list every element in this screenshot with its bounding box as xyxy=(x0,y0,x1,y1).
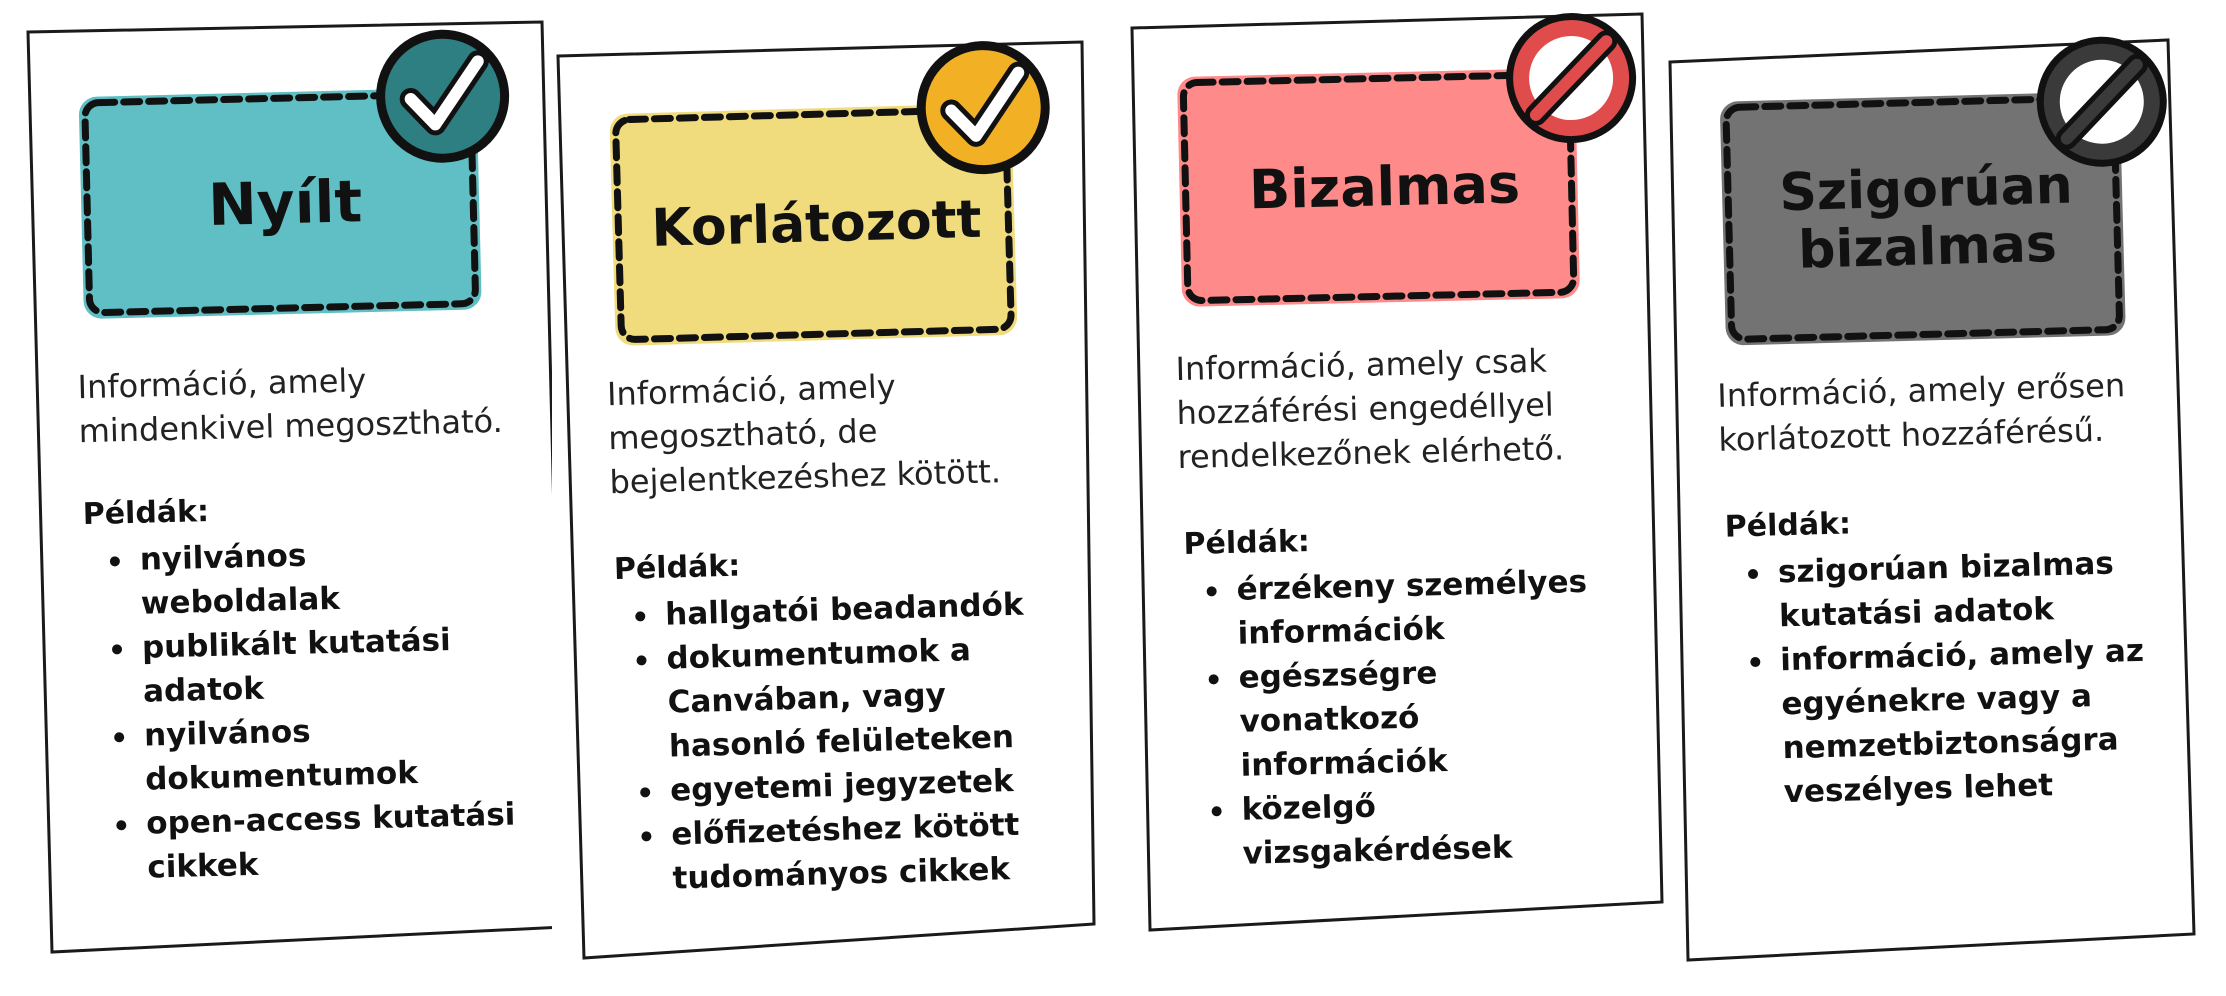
examples-label: Példák: xyxy=(1724,506,1852,545)
list-item: nyilvános dokumentumok xyxy=(114,705,516,803)
list-item: egyetemi jegyzetek xyxy=(640,758,1041,813)
card-description: Információ, amely megosztható, de bejelentkezéshez kötött. xyxy=(606,367,1002,502)
card-confidential xyxy=(1122,12,1682,942)
card-description: Információ, amely erősen korlátozott hozzáférésű. xyxy=(1716,366,2126,459)
prohibited-icon xyxy=(1500,6,1643,149)
list-item: közelgő vizsgakérdések xyxy=(1211,779,1613,876)
card-strictly-confidential xyxy=(1664,34,2224,969)
examples-list xyxy=(1206,559,1613,876)
card-title: Bizalmas xyxy=(1248,152,1521,222)
examples-list xyxy=(109,529,517,891)
card-open xyxy=(22,22,570,952)
check-icon xyxy=(371,25,514,168)
list-item: érzékeny személyes információk xyxy=(1206,559,1608,656)
list-item: információ, amely az egyénekre vagy a nemzetbiztonságra veszélyes lehet xyxy=(1750,629,2154,815)
prohibited-icon xyxy=(2030,30,2174,174)
list-item: open-access kutatási cikkek xyxy=(116,793,518,891)
examples-list xyxy=(1747,541,2154,815)
list-item: hallgatói beadandók xyxy=(635,582,1036,637)
list-item: előfizetéshez kötött tudományos cikkek xyxy=(641,802,1043,901)
list-item: publikált kutatási adatok xyxy=(111,617,513,715)
card-description: Információ, amely mindenkivel megosztható. xyxy=(77,361,504,451)
card-restricted xyxy=(552,36,1112,966)
examples-label: Példák: xyxy=(613,548,741,588)
examples-label: Példák: xyxy=(1183,524,1311,562)
examples-list xyxy=(635,582,1043,901)
examples-label: Példák: xyxy=(82,494,210,533)
list-item: dokumentumok a Canvában, vagy hasonló felületeken xyxy=(636,626,1040,769)
list-item: egészségre vonatkozó információk xyxy=(1208,647,1611,788)
card-description: Információ, amely csak hozzáférési engedéllyel rendelkezőnek elérhető. xyxy=(1175,341,1565,477)
card-title: Szigorúan bizalmas xyxy=(1778,155,2074,281)
check-icon xyxy=(911,36,1055,180)
card-title: Nyílt xyxy=(207,166,363,239)
card-title: Korlátozott xyxy=(650,189,983,259)
list-item: nyilvános weboldalak xyxy=(109,529,511,627)
list-item: szigorúan bizalmas kutatási adatok xyxy=(1747,541,2149,639)
